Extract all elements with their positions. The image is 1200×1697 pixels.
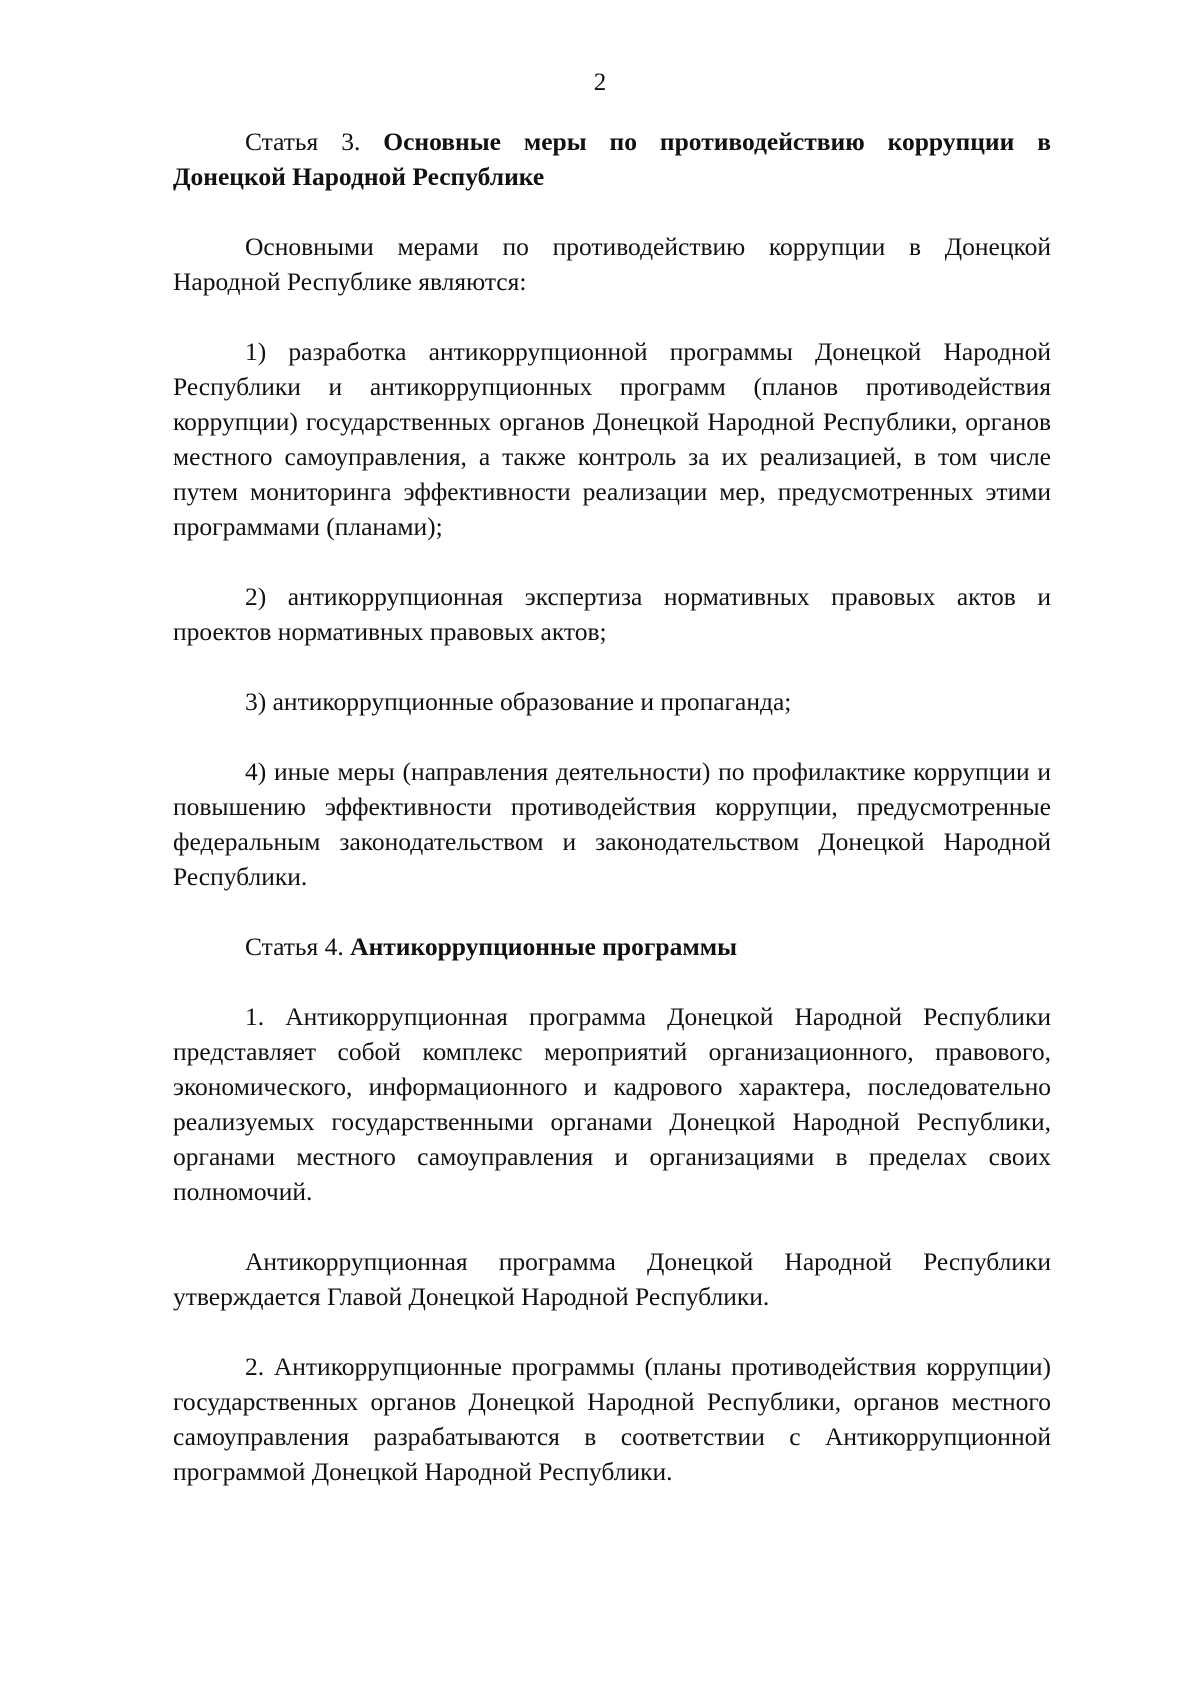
article-3-label: Статья 3.: [245, 127, 361, 156]
document-body: [173, 124, 1051, 1489]
article-3-item-1: 1) разработка антикоррупционной программы Донецкой Народной Республики и антикоррупционных программ (планов противодействия коррупции) государственных органов Донецкой Народной Республики, органов местного самоуправления, а также контроль за их реализацией, в том числе путем мониторинга эффективности реализации мер, предусмотренных этими программами (планами);: [173, 337, 1051, 541]
article-4-title: Антикоррупционные программы: [350, 932, 737, 961]
article-3-item-3: 3) антикоррупционные образование и пропаганда;: [245, 687, 792, 716]
article-4-paragraph-2: Антикоррупционная программа Донецкой Народной Республики утверждается Главой Донецкой Народной Республики.: [173, 1247, 1051, 1311]
article-4-paragraph-1: 1. Антикоррупционная программа Донецкой Народной Республики представляет собой комплекс мероприятий организационного, правового, экономического, информационного и кадрового характера, последовательно реализуемых государственными органами Донецкой Народной Республики, органами местного самоуправления и организациями в пределах своих полномочий.: [173, 1002, 1051, 1206]
article-4-heading: [173, 929, 1051, 964]
article-3-heading: [173, 124, 1051, 194]
article-3-item-4: 4) иные меры (направления деятельности) по профилактике коррупции и повышению эффективности противодействия коррупции, предусмотренные федеральным законодательством и законодательством Донецкой Народной Республики.: [173, 757, 1051, 891]
article-3-title: Основные меры по противодействию коррупции в Донецкой Народной Республике: [173, 127, 1051, 191]
article-3-intro: Основными мерами по противодействию коррупции в Донецкой Народной Республике являются:: [173, 232, 1051, 296]
article-4-paragraph-3: 2. Антикоррупционные программы (планы противодействия коррупции) государственных органов Донецкой Народной Республики, органов местного самоуправления разрабатываются в соответствии с Антикоррупционной программой Донецкой Народной Республики.: [173, 1352, 1051, 1486]
article-4-label: Статья 4.: [245, 932, 344, 961]
article-3-item-2: 2) антикоррупционная экспертиза нормативных правовых актов и проектов нормативных правовых актов;: [173, 582, 1051, 646]
page-number: 2: [593, 69, 607, 96]
